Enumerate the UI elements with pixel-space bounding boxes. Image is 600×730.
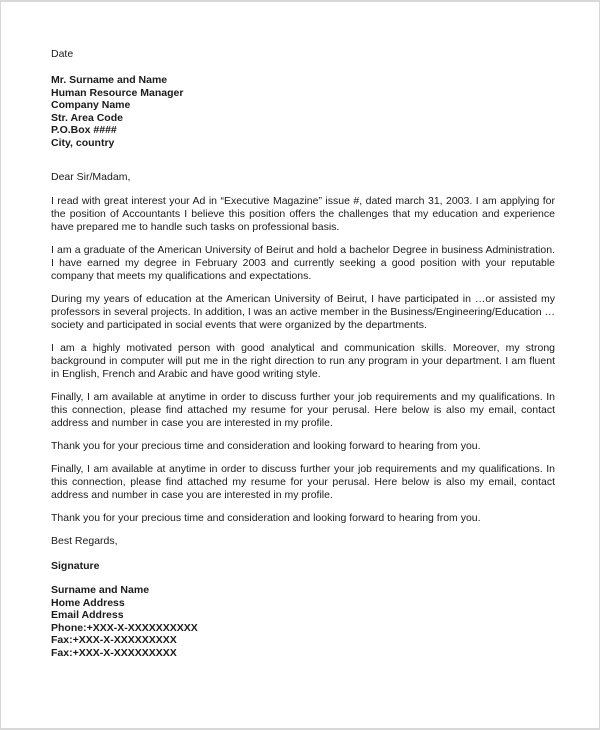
paragraph: Thank you for your precious time and consideration and looking forward to hearing from you. xyxy=(51,440,481,452)
closing: Best Regards, xyxy=(51,535,118,547)
date-line: Date xyxy=(51,48,74,60)
paragraph: I read with great interest your Ad in “Executive Magazine” issue #, dated march 31, 2003. I am applying for the position of Accountants I believe this position offers the challenges that my education and experience have prepared me to handle such tasks on professional basis. xyxy=(51,195,555,233)
sender-line: Surname and Name xyxy=(51,584,150,596)
sender-line: Home Address xyxy=(51,596,125,609)
recipient-line: City, country xyxy=(51,136,115,149)
paragraph: I am a highly motivated person with good analytical and communication skills. Moreover, my strong background in computer will put me in the right direction to run any program in your department. I am fluent in English, French and Arabic and have good writing style. xyxy=(51,342,555,380)
recipient-line: Mr. Surname and Name xyxy=(51,74,168,86)
recipient-line: Company Name xyxy=(51,99,131,111)
sender-line: Email Address xyxy=(51,609,124,621)
sender-line: Fax:+XXX-X-XXXXXXXXX xyxy=(51,646,177,659)
paragraph: Finally, I am available at anytime in order to discuss further your job requirements and my qualifications. In this connection, please find attached my resume for your perusal. Here below is also my email, contact address and number in case you are interested in my profile. xyxy=(51,391,555,429)
recipient-line: Human Resource Manager xyxy=(51,86,184,99)
signature-label: Signature xyxy=(51,560,100,572)
recipient-block xyxy=(51,74,555,149)
recipient-line: Str. Area Code xyxy=(51,111,123,124)
paragraph: Finally, I am available at anytime in order to discuss further your job requirements and my qualifications. In this connection, please find attached my resume for your perusal. Here below is also my email, contact address and number in case you are interested in my profile. xyxy=(51,463,555,501)
sender-line: Phone:+XXX-X-XXXXXXXXXX xyxy=(51,621,198,634)
salutation: Dear Sir/Madam, xyxy=(51,171,131,183)
recipient-line: P.O.Box #### xyxy=(51,124,117,136)
paragraph: Thank you for your precious time and consideration and looking forward to hearing from you. xyxy=(51,512,481,524)
paragraph: I am a graduate of the American University of Beirut and hold a bachelor Degree in business Administration. I have earned my degree in February 2003 and currently seeking a good position with your reputable company that meets my qualifications and expectations. xyxy=(51,244,555,282)
paragraph: During my years of education at the American University of Beirut, I have participated in …or assisted my professors in several projects. In addition, I was an active member in the Business/Engineering/Education … society and participated in social events that were organized by the departments. xyxy=(51,293,555,331)
sender-block xyxy=(51,584,555,659)
sender-line: Fax:+XXX-X-XXXXXXXXX xyxy=(51,634,177,646)
letter-body xyxy=(51,195,555,525)
